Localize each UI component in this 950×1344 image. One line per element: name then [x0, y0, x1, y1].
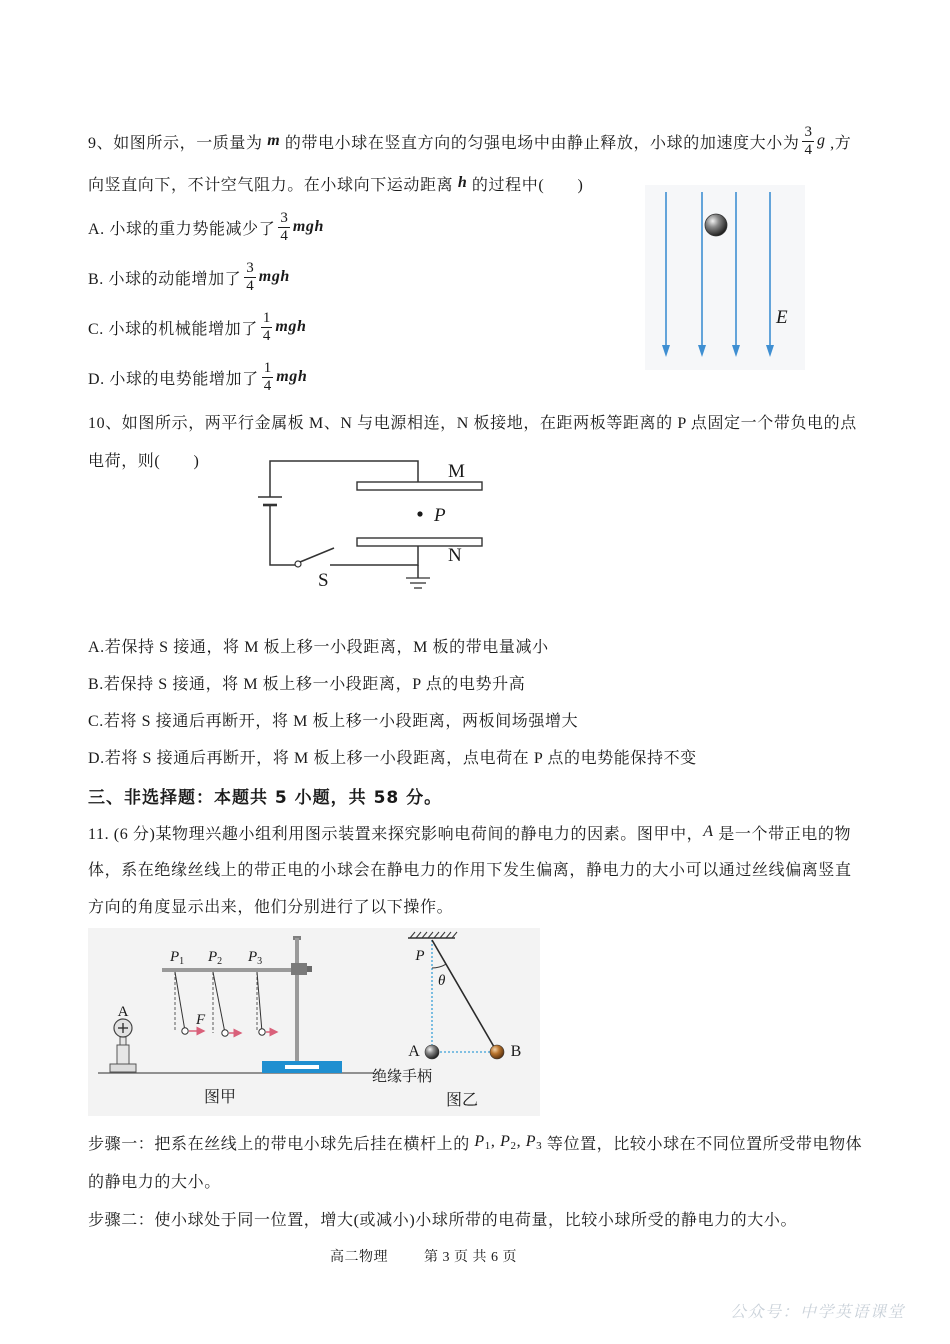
step-text: 等位置，比较小球在不同位置所受带电物体: [542, 1135, 863, 1153]
option-text: B. 小球的动能增加了: [88, 270, 242, 288]
fraction-denominator: 4: [263, 377, 272, 394]
acceleration-fraction: [802, 124, 814, 159]
separator: ,: [516, 1133, 526, 1150]
figure-jia-caption: 图甲: [203, 1089, 237, 1106]
step-text: 步骤二：使小球处于同一位置，增大(或减小)小球所带的电荷量，比较小球所受的静电力的大小。: [88, 1211, 798, 1229]
option-text: A. 小球的重力势能减少了: [88, 220, 276, 238]
option-text: D. 小球的电势能增加了: [88, 370, 259, 388]
option-expression: mgh: [292, 218, 325, 235]
switch-icon: [295, 548, 334, 567]
gravity-variable: g: [816, 132, 826, 149]
fraction-denominator: 4: [246, 277, 254, 294]
ball-b-label: B: [510, 1043, 522, 1060]
plate-n-label: N: [448, 545, 462, 566]
option-expression: mgh: [276, 368, 308, 385]
fraction-denominator: 4: [280, 227, 288, 244]
ball-b: [490, 1045, 504, 1059]
q9-option-d: [88, 357, 307, 397]
q11-stem-line-3: [88, 885, 453, 925]
position-p2: $P_2$: [500, 1132, 517, 1152]
q9-option-a: [88, 207, 324, 247]
plate-m-label: M: [448, 461, 465, 482]
q11-stem-line-2: [88, 848, 852, 888]
q9-stem-text: 的带电小球在竖直方向的匀强电场中由静止释放，小球的加速度大小为: [280, 134, 800, 152]
option-fraction: [262, 360, 274, 395]
watermark: [730, 1290, 905, 1330]
step-text: 的静电力的大小。: [88, 1173, 221, 1191]
fraction-numerator: 3: [804, 123, 812, 140]
option-text: C. 小球的机械能增加了: [88, 320, 258, 338]
plate-n: [357, 538, 482, 546]
plate-m: [357, 482, 482, 490]
q9-stem-text: 向竖直向下，不计空气阻力。在小球向下运动距离: [88, 176, 458, 194]
q11-stem-line-1: [88, 812, 851, 852]
theta-label: θ: [438, 973, 446, 989]
q11-electrostatic-force-figure: [88, 928, 540, 1116]
object-a-label: A: [117, 1004, 129, 1020]
field-label: E: [776, 307, 788, 328]
step-text: 步骤一：把系在丝线上的带电小球先后挂在横杆上的: [88, 1135, 475, 1153]
q11-step1-line-1: [88, 1122, 862, 1162]
q9-stem-line-1: [88, 121, 851, 161]
q10-stem-text: 10、如图所示，两平行金属板 M、N 与电源相连，N 板接地，在距两板等距离的 P 点固定一个带负电的点: [88, 414, 857, 432]
q9-stem-line-2: [88, 163, 583, 203]
q11-stem-text: 11. (6 分)某物理兴趣小组利用图示装置来探究影响电荷间的静电力的因素。图甲中，: [88, 825, 704, 843]
charged-ball: [705, 214, 727, 236]
page-footer: [330, 1236, 517, 1276]
fraction-numerator: 3: [280, 209, 288, 226]
option-expression: mgh: [258, 268, 290, 285]
ball-a-label: A: [408, 1043, 420, 1060]
fraction-numerator: 1: [262, 309, 271, 326]
option-fraction: [244, 260, 256, 295]
figure-background: [88, 928, 540, 1116]
option-text: D.若将 S 接通后再断开，将 M 板上移一小段距离，点电荷在 P 点的电势能保持不变: [88, 749, 697, 767]
fraction-numerator: 3: [246, 259, 254, 276]
figure-background: [645, 185, 805, 370]
p1-label: $P_1$: [170, 949, 185, 967]
option-fraction: [261, 310, 273, 345]
q11-stem-text: 方向的角度显示出来，他们分别进行了以下操作。: [88, 898, 454, 916]
option-text: B.若保持 S 接通，将 M 板上移一小段距离，P 点的电势升高: [88, 675, 526, 693]
q9-option-b: [88, 257, 290, 297]
mass-variable: m: [267, 132, 281, 149]
fraction-numerator: 1: [263, 359, 272, 376]
ground-icon: [406, 578, 430, 588]
fraction-denominator: 4: [804, 141, 812, 158]
force-label: F: [196, 1012, 206, 1028]
footer-page-number: 第 3 页 共 6 页: [424, 1250, 517, 1265]
q10-stem-line-1: [88, 401, 857, 441]
q10-option-a: [88, 625, 549, 665]
option-text: C.若将 S 接通后再断开，将 M 板上移一小段距离，两板间场强增大: [88, 712, 579, 730]
q10-stem-text: 电荷，则( ): [88, 452, 200, 470]
q9-stem-text: 9、如图所示，一质量为: [88, 134, 268, 152]
switch-label: S: [318, 570, 329, 591]
q9-option-c: [88, 307, 307, 347]
pivot-p-label: P: [415, 948, 425, 964]
point-p-label: P: [434, 505, 446, 526]
position-p1: $P_1$: [474, 1132, 491, 1152]
insulating-handle-label: 绝缘手柄: [371, 1069, 433, 1085]
q11-stem-text: 是一个带正电的物: [713, 825, 852, 843]
q11-step1-line-2: [88, 1160, 221, 1200]
q10-option-d: [88, 736, 697, 776]
circuit-wires: [270, 461, 418, 578]
ball-a: [425, 1045, 439, 1059]
fraction-denominator: 4: [262, 327, 271, 344]
footer-subject: 高二物理: [330, 1250, 388, 1265]
position-p3: $P_3$: [525, 1132, 543, 1152]
figure-yi-caption: 图乙: [445, 1092, 479, 1109]
q9-electric-field-figure: [645, 185, 805, 370]
p2-label: $P_2$: [208, 949, 223, 967]
cross-bar: [162, 968, 300, 972]
option-fraction: [278, 210, 290, 245]
section-title: 三、非选择题：本题共 5 小题，共 58 分。: [88, 787, 443, 808]
q10-option-b: [88, 662, 525, 702]
q11-stem-text: 体，系在绝缘丝线上的带正电的小球会在静电力的作用下发生偏离，静电力的大小可以通过丝线偏离竖直: [88, 861, 852, 879]
q9-stem-text: ,方: [825, 134, 852, 152]
object-a-variable: A: [703, 823, 714, 840]
distance-variable: h: [457, 174, 468, 191]
q11-step2: [88, 1198, 797, 1238]
battery-icon: [258, 497, 282, 505]
q10-capacitor-circuit-figure: [250, 455, 490, 595]
q9-stem-text: 的过程中( ): [467, 176, 584, 194]
separator: ,: [490, 1133, 501, 1150]
q10-option-c: [88, 699, 578, 739]
option-expression: mgh: [275, 318, 307, 335]
q10-stem-line-2: [88, 439, 199, 479]
watermark-text: 公众号：中学英语课堂: [730, 1303, 906, 1321]
option-text: A.若保持 S 接通，将 M 板上移一小段距离，M 板的带电量减小: [88, 638, 549, 656]
section-heading: [88, 775, 442, 815]
point-p-dot: [417, 511, 422, 516]
p3-label: $P_3$: [248, 949, 263, 967]
